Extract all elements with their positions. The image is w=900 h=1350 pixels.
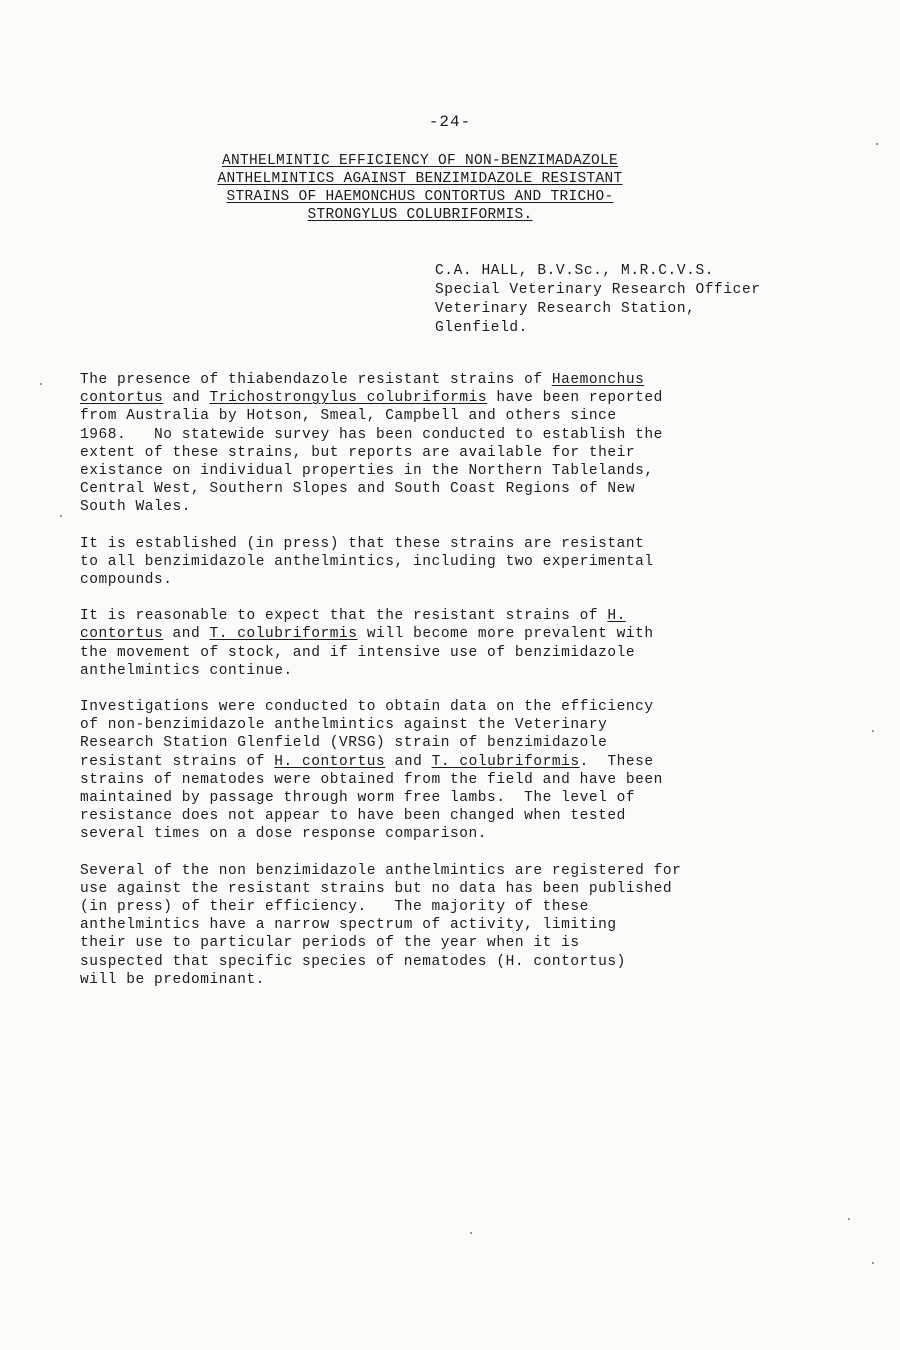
text-line: resistant strains of H. contortus and T. colubriformis. These [80,753,654,770]
scan-speck [848,1218,850,1220]
text-line: (in press) of their efficiency. The majority of these [80,899,589,916]
author-location: Glenfield. [435,320,529,336]
text-line: extent of these strains, but reports are available for their [80,444,636,461]
scan-speck [872,730,874,732]
text-line: compounds. [80,572,173,589]
text-line: anthelmintics continue. [80,662,293,679]
title-line: STRONGYLUS COLUBRIFORMIS. [307,207,533,223]
text-line: Investigations were conducted to obtain data on the efficiency [80,699,654,716]
text-line: 1968. No statewide survey has been conducted to establish the [80,426,663,443]
scan-speck [876,143,878,145]
scan-speck [470,1232,472,1234]
text-line: resistance does not appear to have been changed when tested [80,808,626,825]
title-line: ANTHELMINTICS AGAINST BENZIMIDAZOLE RESISTANT [217,171,623,187]
text-line: the movement of stock, and if intensive use of benzimidazole [80,644,636,661]
text-line: existance on individual properties in the Northern Tablelands, [80,463,654,480]
species-name: T. colubriformis [209,626,358,643]
text-line: anthelmintics have a narrow spectrum of activity, limiting [80,917,617,934]
species-name: T. colubriformis [431,753,580,770]
species-name: contortus [80,626,164,643]
text-line: to all benzimidazole anthelmintics, including two experimental [80,553,654,570]
text-line: It is reasonable to expect that the resistant strains of H. [80,608,626,625]
text-line: Central West, Southern Slopes and South Coast Regions of New [80,481,636,498]
author-name: C.A. HALL, B.V.Sc., M.R.C.V.S. [435,263,715,279]
paragraph-5 [80,862,800,989]
text-line: strains of nematodes were obtained from the field and have been [80,771,663,788]
text-line: from Australia by Hotson, Smeal, Campbell and others since [80,408,617,425]
author-block [435,262,875,338]
title-line: ANTHELMINTIC EFFICIENCY OF NON-BENZIMADAZOLE [221,153,619,169]
text-line: suspected that specific species of nematodes (H. contortus) [80,953,626,970]
paragraph-3 [80,607,800,680]
paragraph-1 [80,371,800,517]
paragraph-2 [80,535,800,590]
text-line: The presence of thiabendazole resistant strains of Haemonchus [80,372,645,388]
text-line: contortus and Trichostrongylus colubriformis have been reported [80,390,663,407]
scan-speck [872,1262,874,1264]
text-line: maintained by passage through worm free lambs. The level of [80,790,636,807]
species-name: Haemonchus [551,372,645,388]
text-line: Research Station Glenfield (VRSG) strain of benzimidazole [80,735,608,752]
body-text [80,371,800,1007]
text-line: contortus and T. colubriformis will become more prevalent with [80,626,654,643]
paragraph-4 [80,698,800,844]
species-name: contortus [80,390,164,407]
text-line: will be predominant. [80,971,266,988]
page-number: -24- [428,113,472,131]
document-title [140,152,700,224]
text-line: It is established (in press) that these strains are resistant [80,535,645,552]
title-line: STRAINS OF HAEMONCHUS CONTORTUS AND TRICHO- [226,189,614,205]
text-line: their use to particular periods of the year when it is [80,935,580,952]
text-line: use against the resistant strains but no data has been published [80,880,673,897]
author-position: Special Veterinary Research Officer [435,282,761,298]
scan-speck [60,515,62,517]
species-name: H. contortus [274,753,386,770]
text-line: several times on a dose response comparison. [80,826,488,843]
text-line: South Wales. [80,499,192,516]
species-name: Trichostrongylus colubriformis [209,390,488,407]
author-institution: Veterinary Research Station, [435,301,696,317]
species-name: H. [607,608,626,625]
text-line: Several of the non benzimidazole anthelmintics are registered for [80,862,682,879]
scan-speck [40,383,42,385]
text-line: of non-benzimidazole anthelmintics against the Veterinary [80,717,608,734]
